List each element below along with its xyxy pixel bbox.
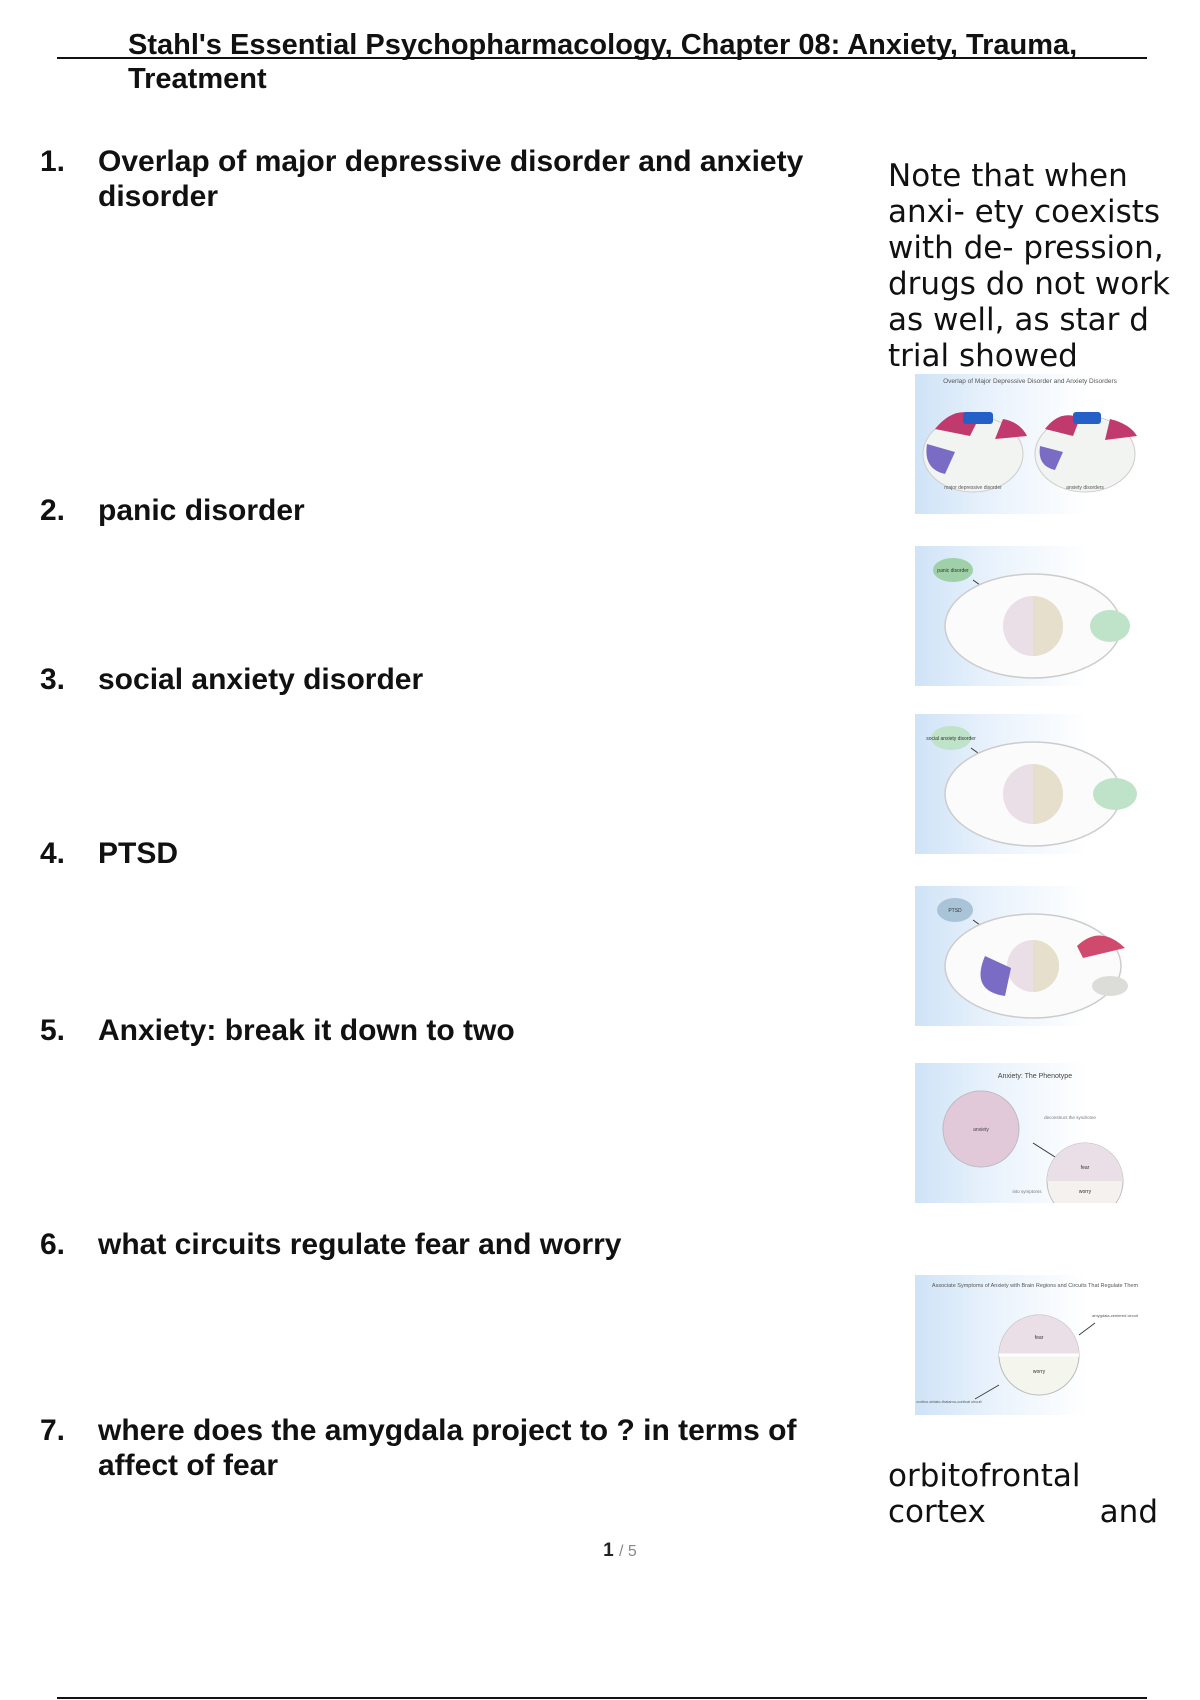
answer-7-word-2: and xyxy=(1099,1494,1158,1530)
question-text: what circuits regulate fear and worry xyxy=(98,1228,622,1261)
figure-label: cortico-striato-thalamo-cortical circuit xyxy=(916,1399,982,1404)
page-number xyxy=(0,1540,1200,1562)
figure-note: deconstruct the syndrome xyxy=(1044,1115,1096,1120)
page-current: 1 xyxy=(603,1540,614,1561)
figure-label: amygdala-centered circuit xyxy=(1092,1313,1138,1318)
question-text: Overlap of major depressive disorder and anxiety disorder xyxy=(98,145,804,213)
figure-label: worry xyxy=(1032,1369,1046,1375)
question-2 xyxy=(40,493,820,528)
figure-anxiety-brain-circuits xyxy=(915,1275,1145,1415)
figure-label: panic disorder xyxy=(937,568,969,574)
question-7 xyxy=(40,1413,820,1483)
document-title xyxy=(128,28,1188,96)
figure-panic-disorder xyxy=(915,546,1145,686)
figure-label: fear xyxy=(1034,1335,1044,1341)
figure-label: anxiety xyxy=(973,1127,989,1133)
figure-ptsd xyxy=(915,886,1145,1026)
figure-caption-right: anxiety disorders xyxy=(1066,485,1104,491)
question-3 xyxy=(40,662,820,697)
answer-7 xyxy=(888,1458,1188,1530)
question-number: 1. xyxy=(40,145,66,178)
question-text: social anxiety disorder xyxy=(98,663,424,696)
figure-social-anxiety-disorder xyxy=(915,714,1145,854)
question-5 xyxy=(40,1013,820,1048)
figure-label: fear xyxy=(1080,1165,1090,1171)
question-text: where does the amygdala project to ? in terms of affect of fear xyxy=(98,1414,797,1482)
question-number: 3. xyxy=(40,663,66,696)
figure-overlap-mdd-anxiety xyxy=(915,374,1145,514)
figure-label: PTSD xyxy=(948,908,962,914)
footer-rule xyxy=(57,1697,1147,1699)
figure-title: Overlap of Major Depressive Disorder and Anxiety Disorders xyxy=(943,378,1117,385)
question-text: PTSD xyxy=(98,837,179,870)
question-number: 5. xyxy=(40,1014,66,1047)
question-4 xyxy=(40,836,820,871)
answer-1: Note that when anxi- ety coexists with de- pression, drugs do not work as well, as star d trial showed xyxy=(888,158,1170,374)
question-text: Anxiety: break it down to two xyxy=(98,1014,515,1047)
figure-note: into symptoms xyxy=(1012,1189,1042,1194)
figure-anxiety-phenotype xyxy=(915,1063,1145,1203)
question-text: panic disorder xyxy=(98,494,305,527)
answer-7-word-1: cortex xyxy=(888,1494,986,1530)
figure-title: Anxiety: The Phenotype xyxy=(997,1073,1073,1080)
figure-caption-left: major depressive disorder xyxy=(944,485,1002,491)
question-number: 6. xyxy=(40,1228,66,1261)
figure-label: worry xyxy=(1078,1189,1092,1195)
figure-title: Associate Symptoms of Anxiety with Brain Regions and Circuits That Regulate Them xyxy=(931,1283,1139,1289)
figure-label: social anxiety disorder xyxy=(926,736,976,742)
title-line-2: Treatment xyxy=(128,63,267,95)
question-number: 2. xyxy=(40,494,66,527)
page-total: / 5 xyxy=(619,1543,637,1560)
question-number: 4. xyxy=(40,837,66,870)
title-line-1: Stahl's Essential Psychopharmacology, Chapter 08: Anxiety, Trauma, xyxy=(128,29,1078,61)
question-1 xyxy=(40,144,820,214)
answer-7-line-1: orbitofrontal xyxy=(888,1458,1081,1494)
answer-7-line-2 xyxy=(888,1494,1158,1530)
question-6 xyxy=(40,1227,820,1262)
question-number: 7. xyxy=(40,1414,66,1447)
